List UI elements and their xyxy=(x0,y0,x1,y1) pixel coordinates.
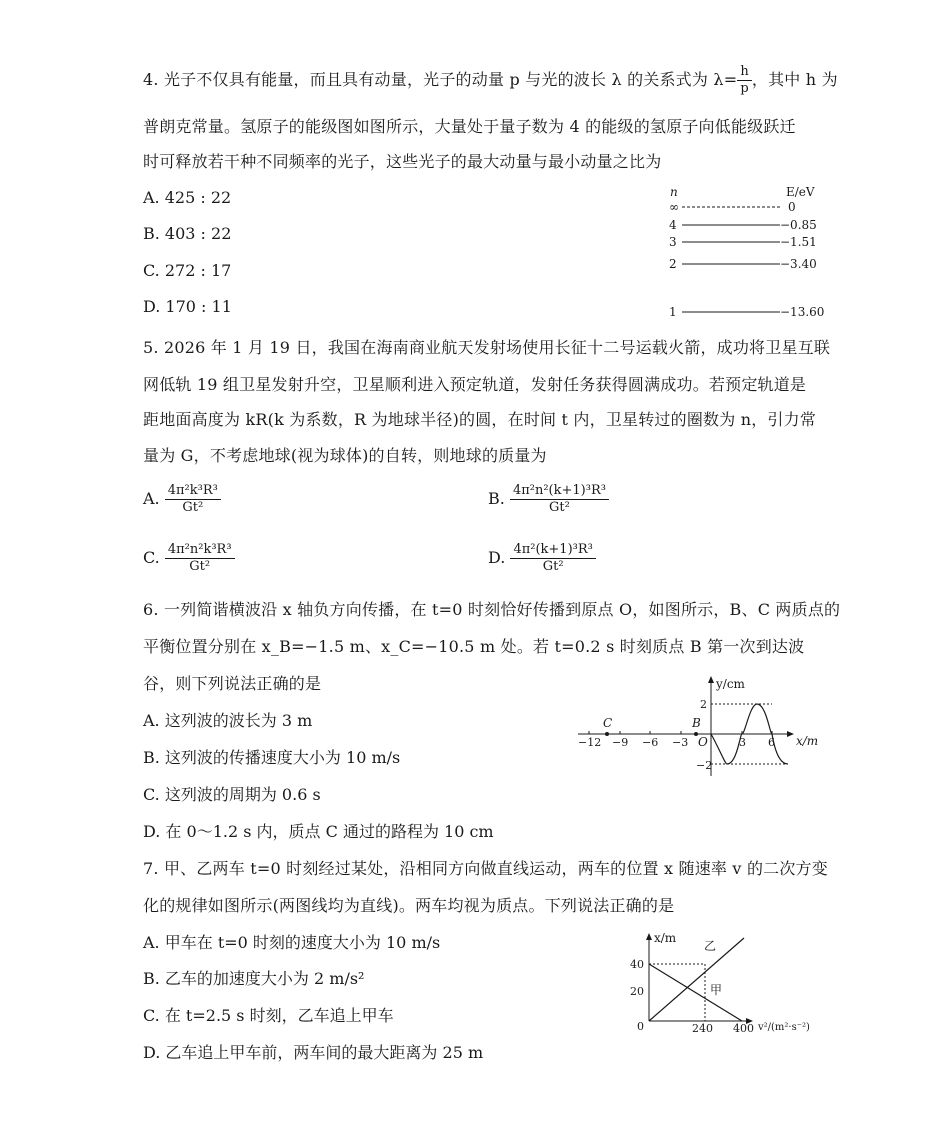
q5-stem-line-1: 5. 2026 年 1 月 19 日，我国在海南商业航天发射场使用长征十二号运载火箭，成功将卫星互联 xyxy=(143,338,831,357)
wave-origin-label: O xyxy=(698,735,708,749)
tick-label-3: 3 xyxy=(739,736,746,749)
q4-stem-line-3: 时可释放若干种不同频率的光子，这些光子的最大动量与最小动量之比为 xyxy=(143,152,662,171)
q7-stem-line-1: 7. 甲、乙两车 t=0 时刻经过某处，沿相同方向做直线运动，两车的位置 x 随速率 v 的二次方变 xyxy=(143,859,828,878)
q5-option-d-fraction: $\frac{\text{4π²(k+1)³R³}}{\text{Gt²}}$ xyxy=(510,542,595,575)
q5-option-a-fraction: $\frac{\text{4π²k³R³}}{\text{Gt²}}$ xyxy=(165,483,221,516)
q4-option-d: D. 170 : 11 xyxy=(143,297,232,316)
wave-x-arrow xyxy=(787,731,794,737)
q5-option-a: A. $\frac{\text{4π²k³R³}}{\text{Gt²}}$ xyxy=(143,483,221,516)
point-c-label: C xyxy=(603,716,613,730)
q5-stem-line-3: 距地面高度为 kR(k 为系数，R 为地球半径)的圆，在时间 t 内，卫星转过的圈数为 n，引力常 xyxy=(143,410,817,429)
q6-stem-line-3: 谷，则下列说法正确的是 xyxy=(143,674,322,693)
level-e-3: −1.51 xyxy=(780,235,817,249)
q5-option-b: B. $\frac{\text{4π²n²(k+1)³R³}}{\text{Gt²}}$ xyxy=(488,483,609,516)
xv2-label-yi: 乙 xyxy=(704,939,717,953)
q6-stem-line-2: 平衡位置分别在 x_B=−1.5 m、x_C=−10.5 m 处。若 t=0.2 s 时刻质点 B 第一次到达波 xyxy=(143,637,805,656)
wave-x-label: x/m xyxy=(796,734,819,748)
wave-y-tick-m2: −2 xyxy=(696,759,713,772)
q6-option-a: A. 这列波的波长为 3 m xyxy=(143,711,313,730)
q4-stem-line-2: 普朗克常量。氢原子的能级图如图所示，大量处于量子数为 4 的能级的氢原子向低能级跃迁 xyxy=(143,117,796,136)
level-n-4: 4 xyxy=(669,218,677,232)
q6-option-d: D. 在 0～1.2 s 内，质点 C 通过的路程为 10 cm xyxy=(143,822,494,841)
xv2-y-label: x/m xyxy=(654,931,677,945)
q4-stem-line-1 xyxy=(143,64,838,97)
xv2-x-label: v²/(m²·s⁻²) xyxy=(758,1022,810,1033)
tick-label-m12: −12 xyxy=(578,736,602,749)
level-n-2: 2 xyxy=(669,257,677,271)
xv2-x-tick-240: 240 xyxy=(692,1022,713,1035)
tick-label-m6: −6 xyxy=(642,736,659,749)
xv2-y-tick-40: 40 xyxy=(630,958,644,971)
q4-option-c: C. 272 : 17 xyxy=(143,261,232,280)
xv2-origin: 0 xyxy=(637,1020,644,1033)
tick-label-m9: −9 xyxy=(612,736,629,749)
wave-graph xyxy=(570,672,835,780)
xv2-x-tick-400: 400 xyxy=(733,1022,754,1035)
point-c xyxy=(605,732,609,736)
wave-y-arrow xyxy=(708,676,714,683)
xv2-line-jia xyxy=(649,964,742,1021)
tick-label-m3: −3 xyxy=(672,736,689,749)
point-b-label: B xyxy=(692,716,701,730)
q5-stem-line-2: 网低轨 19 组卫星发射升空，卫星顺利进入预定轨道，发射任务获得圆满成功。若预定轨道是 xyxy=(143,375,807,394)
q6-option-b: B. 这列波的传播速度大小为 10 m/s xyxy=(143,748,401,767)
q5-option-d: D. $\frac{\text{4π²(k+1)³R³}}{\text{Gt²}}$ xyxy=(488,542,596,575)
wave-y-tick-2: 2 xyxy=(700,698,707,711)
xv2-graph xyxy=(620,926,835,1036)
q6-option-c: C. 这列波的周期为 0.6 s xyxy=(143,785,321,804)
xv2-y-arrow xyxy=(646,933,652,940)
level-e-1: −13.60 xyxy=(780,305,825,319)
level-e-4: −0.85 xyxy=(780,218,817,232)
level-n-3: 3 xyxy=(669,235,677,249)
q4-option-a: A. 425 : 22 xyxy=(143,188,232,207)
q5-stem-line-4: 量为 G，不考虑地球(视为球体)的自转，则地球的质量为 xyxy=(143,446,547,465)
level-e-inf: 0 xyxy=(788,200,796,214)
q4-stem-text-b: ，其中 h 为 xyxy=(751,70,838,89)
xv2-y-tick-20: 20 xyxy=(630,985,644,998)
axis-label-n: n xyxy=(670,185,678,199)
xv2-line-yi xyxy=(649,938,744,1021)
xv2-label-jia: 甲 xyxy=(710,983,723,997)
point-b xyxy=(694,732,698,736)
tick-label-6: 6 xyxy=(768,736,775,749)
wave-y-label: y/cm xyxy=(716,677,745,691)
q5-option-c-fraction: $\frac{\text{4π²n²k³R³}}{\text{Gt²}}$ xyxy=(165,542,235,575)
q4-fraction: $\frac{h}{p}$ xyxy=(737,64,752,97)
q4-stem-text-a: 4. 光子不仅具有能量，而且具有动量，光子的动量 p 与光的波长 λ 的关系式为 λ= xyxy=(143,70,738,89)
q4-option-b: B. 403 : 22 xyxy=(143,224,232,243)
level-n-inf: ∞ xyxy=(669,200,679,214)
level-e-2: −3.40 xyxy=(780,257,817,271)
q7-stem-line-2: 化的规律如图所示(两图线均为直线)。两车均视为质点。下列说法正确的是 xyxy=(143,896,675,915)
q5-option-b-fraction: $\frac{\text{4π²n²(k+1)³R³}}{\text{Gt²}}$ xyxy=(510,483,609,516)
q6-stem-line-1: 6. 一列简谐横波沿 x 轴负方向传播，在 t=0 时刻恰好传播到原点 O，如图所示，B、C 两质点的 xyxy=(143,600,841,619)
q7-option-c: C. 在 t=2.5 s 时刻，乙车追上甲车 xyxy=(143,1006,394,1025)
q7-option-d: D. 乙车追上甲车前，两车间的最大距离为 25 m xyxy=(143,1043,484,1062)
axis-label-energy: E/eV xyxy=(786,185,815,199)
q7-option-a: A. 甲车在 t=0 时刻的速度大小为 10 m/s xyxy=(143,933,441,952)
q5-option-c: C. $\frac{\text{4π²n²k³R³}}{\text{Gt²}}$ xyxy=(143,542,235,575)
q7-option-b: B. 乙车的加速度大小为 2 m/s² xyxy=(143,969,365,988)
level-n-1: 1 xyxy=(669,305,677,319)
energy-level-diagram xyxy=(660,184,840,326)
